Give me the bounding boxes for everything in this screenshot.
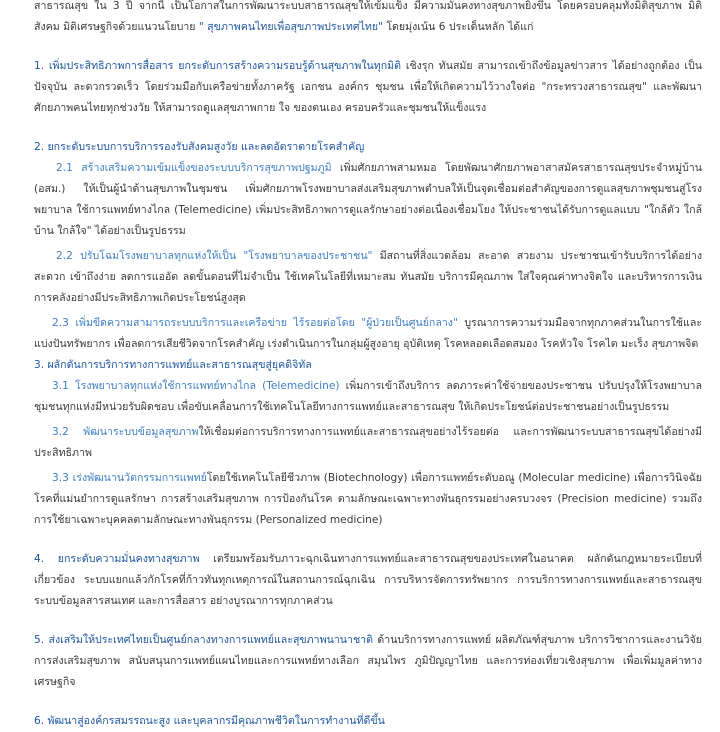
item-2-2 [34, 246, 702, 309]
section-4-heading: 4. ยกระดับความมั่นคงทางสุขภาพ [34, 553, 200, 565]
section-1-quote: "กระทรวงสาธารณสุข" [541, 81, 647, 93]
item-2-1-text: เพิ่มศักยภาพสามหมอ โดยพัฒนาศักยภาพอาสาสมัครสาธารณสุขประจำหมู่บ้าน (อสม.) ให้เป็นผู้นำด้านสุขภาพในชุมชน เพิ่มศักยภาพโรงพยาบาลส่งเสริมสุขภาพตำบลให้เป็นจุดเชื่อมต่อสำคัญของการดูแลสุขภาพชุมชนสู่โรงพยาบาล ใช้การแพทย์ทางไกล (Telemedicine) เพิ่มประสิทธิภาพการดูแลรักษาอย่างต่อเนื่องเชื่อมโยง ให้ประชาชนได้รับการดูแลแบบ "ใกล้ตัว ใกล้บ้าน ใกล้ใจ" ได้อย่างเป็นรูปธรรม [34, 162, 702, 237]
item-2-3-text: บูรณาการความร่วมมือจากทุกภาคส่วนในการใช้และแบ่งปันทรัพยากร เพื่อลดการเสียชีวิตจากโรคสำคัญ เร่งดำเนินการในกลุ่มผู้สูงอายุ อุบัติเหตุ โรคหลอดเลือดสมอง โรคหัวใจ โรคไต มะเร็ง สุขภาพจิต [34, 317, 702, 350]
item-3-3 [34, 468, 702, 531]
item-3-2-text: ให้เชื่อมต่อการบริการทางการแพทย์และสาธารณสุขอย่างไร้รอยต่อ และการพัฒนาระบบสาธารณสุขได้อย่างมีประสิทธิภาพ [34, 426, 702, 459]
item-3-1-text: เพิ่มการเข้าถึงบริการ ลดภาระค่าใช้จ่ายของประชาชน ปรับปรุงให้โรงพยาบาลชุมชนทุกแห่งมีหน่วยรับผิดชอบ เพื่อขับเคลื่อนการใช้เทคโนโลยีทางการแพทย์และสาธารณสุข ให้เกิดประโยชน์ต่อประชาชนอย่างเป็นรูปธรรม [34, 380, 702, 413]
item-2-2-text: มีสถานที่สิ่งแวดล้อม สะอาด สวยงาม ประชาชนเข้ารับบริการได้อย่างสะดวก เข้าถึงง่าย ลดการแออัด ลดขั้นตอนที่ไม่จำเป็น ใช้เทคโนโลยีที่เหมาะสม ทันสมัย บริการมีคุณภาพ ใส่ใจคุณค่าทางจิตใจ และบริหารการเงินการคลังอย่างมีประสิทธิภาพเกิดประโยชน์สูงสุด [34, 250, 702, 304]
item-3-3-title: 3.3 เร่งพัฒนานวัตกรรมการแพทย์ [52, 472, 207, 484]
section-1 [34, 56, 702, 119]
section-2-heading: 2. ยกระดับระบบการบริการรองรับสังคมสูงวัย และลดอัตราตายโรคสำคัญ [34, 141, 365, 153]
section-3-heading: 3. ผลักดันการบริการทางการแพทย์และสาธารณสุขสู่ยุคดิจิทัล [34, 359, 312, 371]
item-2-2-title: 2.2 ปรับโฉมโรงพยาบาลทุกแห่งให้เป็น "โรงพยาบาลของประชาชน" [56, 250, 373, 262]
section-1-text-a: เชิงรุก ทันสมัย สามารถเข้าถึงข้อมูลข่าวสาร ได้อย่างถูกต้อง เป็นปัจจุบัน ละดวกรวดเร็ว โดยร่วมมือกับเครือข่ายทั้งภาครัฐ เอกชน องค์กร ชุมชน เพื่อให้เกิดความไว้วางใจต่อ [34, 60, 702, 93]
section-5-heading: 5. ส่งเสริมให้ประเทศไทยเป็นศูนย์กลางทางการแพทย์และสุขภาพนานาชาติ [34, 634, 373, 646]
item-2-1 [34, 158, 702, 242]
section-4 [34, 549, 702, 612]
item-2-3 [34, 313, 702, 355]
intro-text-b: โดยมุ่งเน้น 6 ประเด็นหลัก ได้แก่ [383, 21, 534, 33]
item-3-1-title: 3.1 โรงพยาบาลทุกแห่งใช้การแพทย์ทางไกล (Telemedicine) [52, 380, 340, 392]
intro-paragraph [34, 0, 702, 38]
section-1-text-b: และพัฒนาศักยภาพคนไทยทุกช่วงวัย ให้สามารถดูแลสุขภาพกาย ใจ ของตนเอง ครอบครัวและชุมชนให้แข็งแรง [34, 81, 703, 114]
section-4-text: เตรียมพร้อมรับภาวะฉุกเฉินทางการแพทย์และสาธารณสุขของประเทศในอนาคต ผลักดันกฎหมายระเบียบที่เกี่ยวข้อง ระบบแยกแล้วกักโรคที่ก้าวทันทุกเหตุการณ์ในสถานการณ์ฉุกเฉิน การบริหารจัดการทรัพยากร การบริการทางการแพทย์และสาธารณสุข ระบบข้อมูลสารสนเทศ และการสื่อสาร อย่างบูรณาการทุกภาคส่วน [34, 553, 702, 607]
item-3-1 [34, 376, 702, 418]
intro-quote: " สุขภาพคนไทยเพื่อสุขภาพประเทศไทย" [198, 21, 383, 33]
item-3-3-text: โดยใช้เทคโนโลยีชีวภาพ (Biotechnology) เพื่อการแพทย์ระดับอณู (Molecular medicine) เพื่อการวินิจฉัยโรคที่แม่นยำการดูแลรักษา การสร้างเสริมสุขภาพ การป้องกันโรค ตามลักษณะเฉพาะทางพันธุกรรมอย่างครบวงจร (Precision medicine) รวมถึงการใช้ยาเฉพาะบุคคลตามลักษณะทางพันธุกรรม (Personalized medicine) [34, 472, 702, 526]
item-3-2-title: 3.2 พัฒนาระบบข้อมูลสุขภาพ [52, 426, 199, 438]
section-5 [34, 630, 702, 693]
item-3-2 [34, 422, 702, 464]
item-2-3-title: 2.3 เพิ่มขีดความสามารถระบบบริการและเครือข่าย ไร้รอยต่อโดย "ผู้ป่วยเป็นศูนย์กลาง" [52, 317, 458, 329]
intro-text-a: สาธารณสุข ใน 3 ปี จากนี้ เป็นโอกาสในการพัฒนาระบบสาธารณสุขให้เข้มแข็ง มีความมั่นคงทางสุขภาพยิ่งขึ้น โดยครอบคลุมทั้งมิติสุขภาพ มิติสังคม มิติเศรษฐกิจด้วยแนวนโยบาย [34, 0, 702, 33]
item-2-1-title: 2.1 สร้างเสริมความเข้มแข็งของระบบบริการสุขภาพปฐมภูมิ [56, 162, 332, 174]
section-1-heading: 1. เพิ่มประสิทธิภาพการสื่อสาร ยกระดับการสร้างความรอบรู้ด้านสุขภาพในทุกมิติ [34, 60, 401, 72]
section-6-heading: 6. พัฒนาสู่องค์กรสมรรถนะสูง และบุคลากรมีคุณภาพชีวิตในการทำงานที่ดีขึ้น [34, 715, 385, 727]
section-5-text: ด้านบริการทางการแพทย์ ผลิตภัณฑ์สุขภาพ บริการวิชาการและงานวิจัย การส่งเสริมสุขภาพ สนับสนุนการแพทย์แผนไทยและการแพทย์ทางเลือก สมุนไพร ภูมิปัญญาไทย และการท่องเที่ยวเชิงสุขภาพ เพื่อเพิ่มมูลค่าทางเศรษฐกิจ [34, 634, 702, 688]
